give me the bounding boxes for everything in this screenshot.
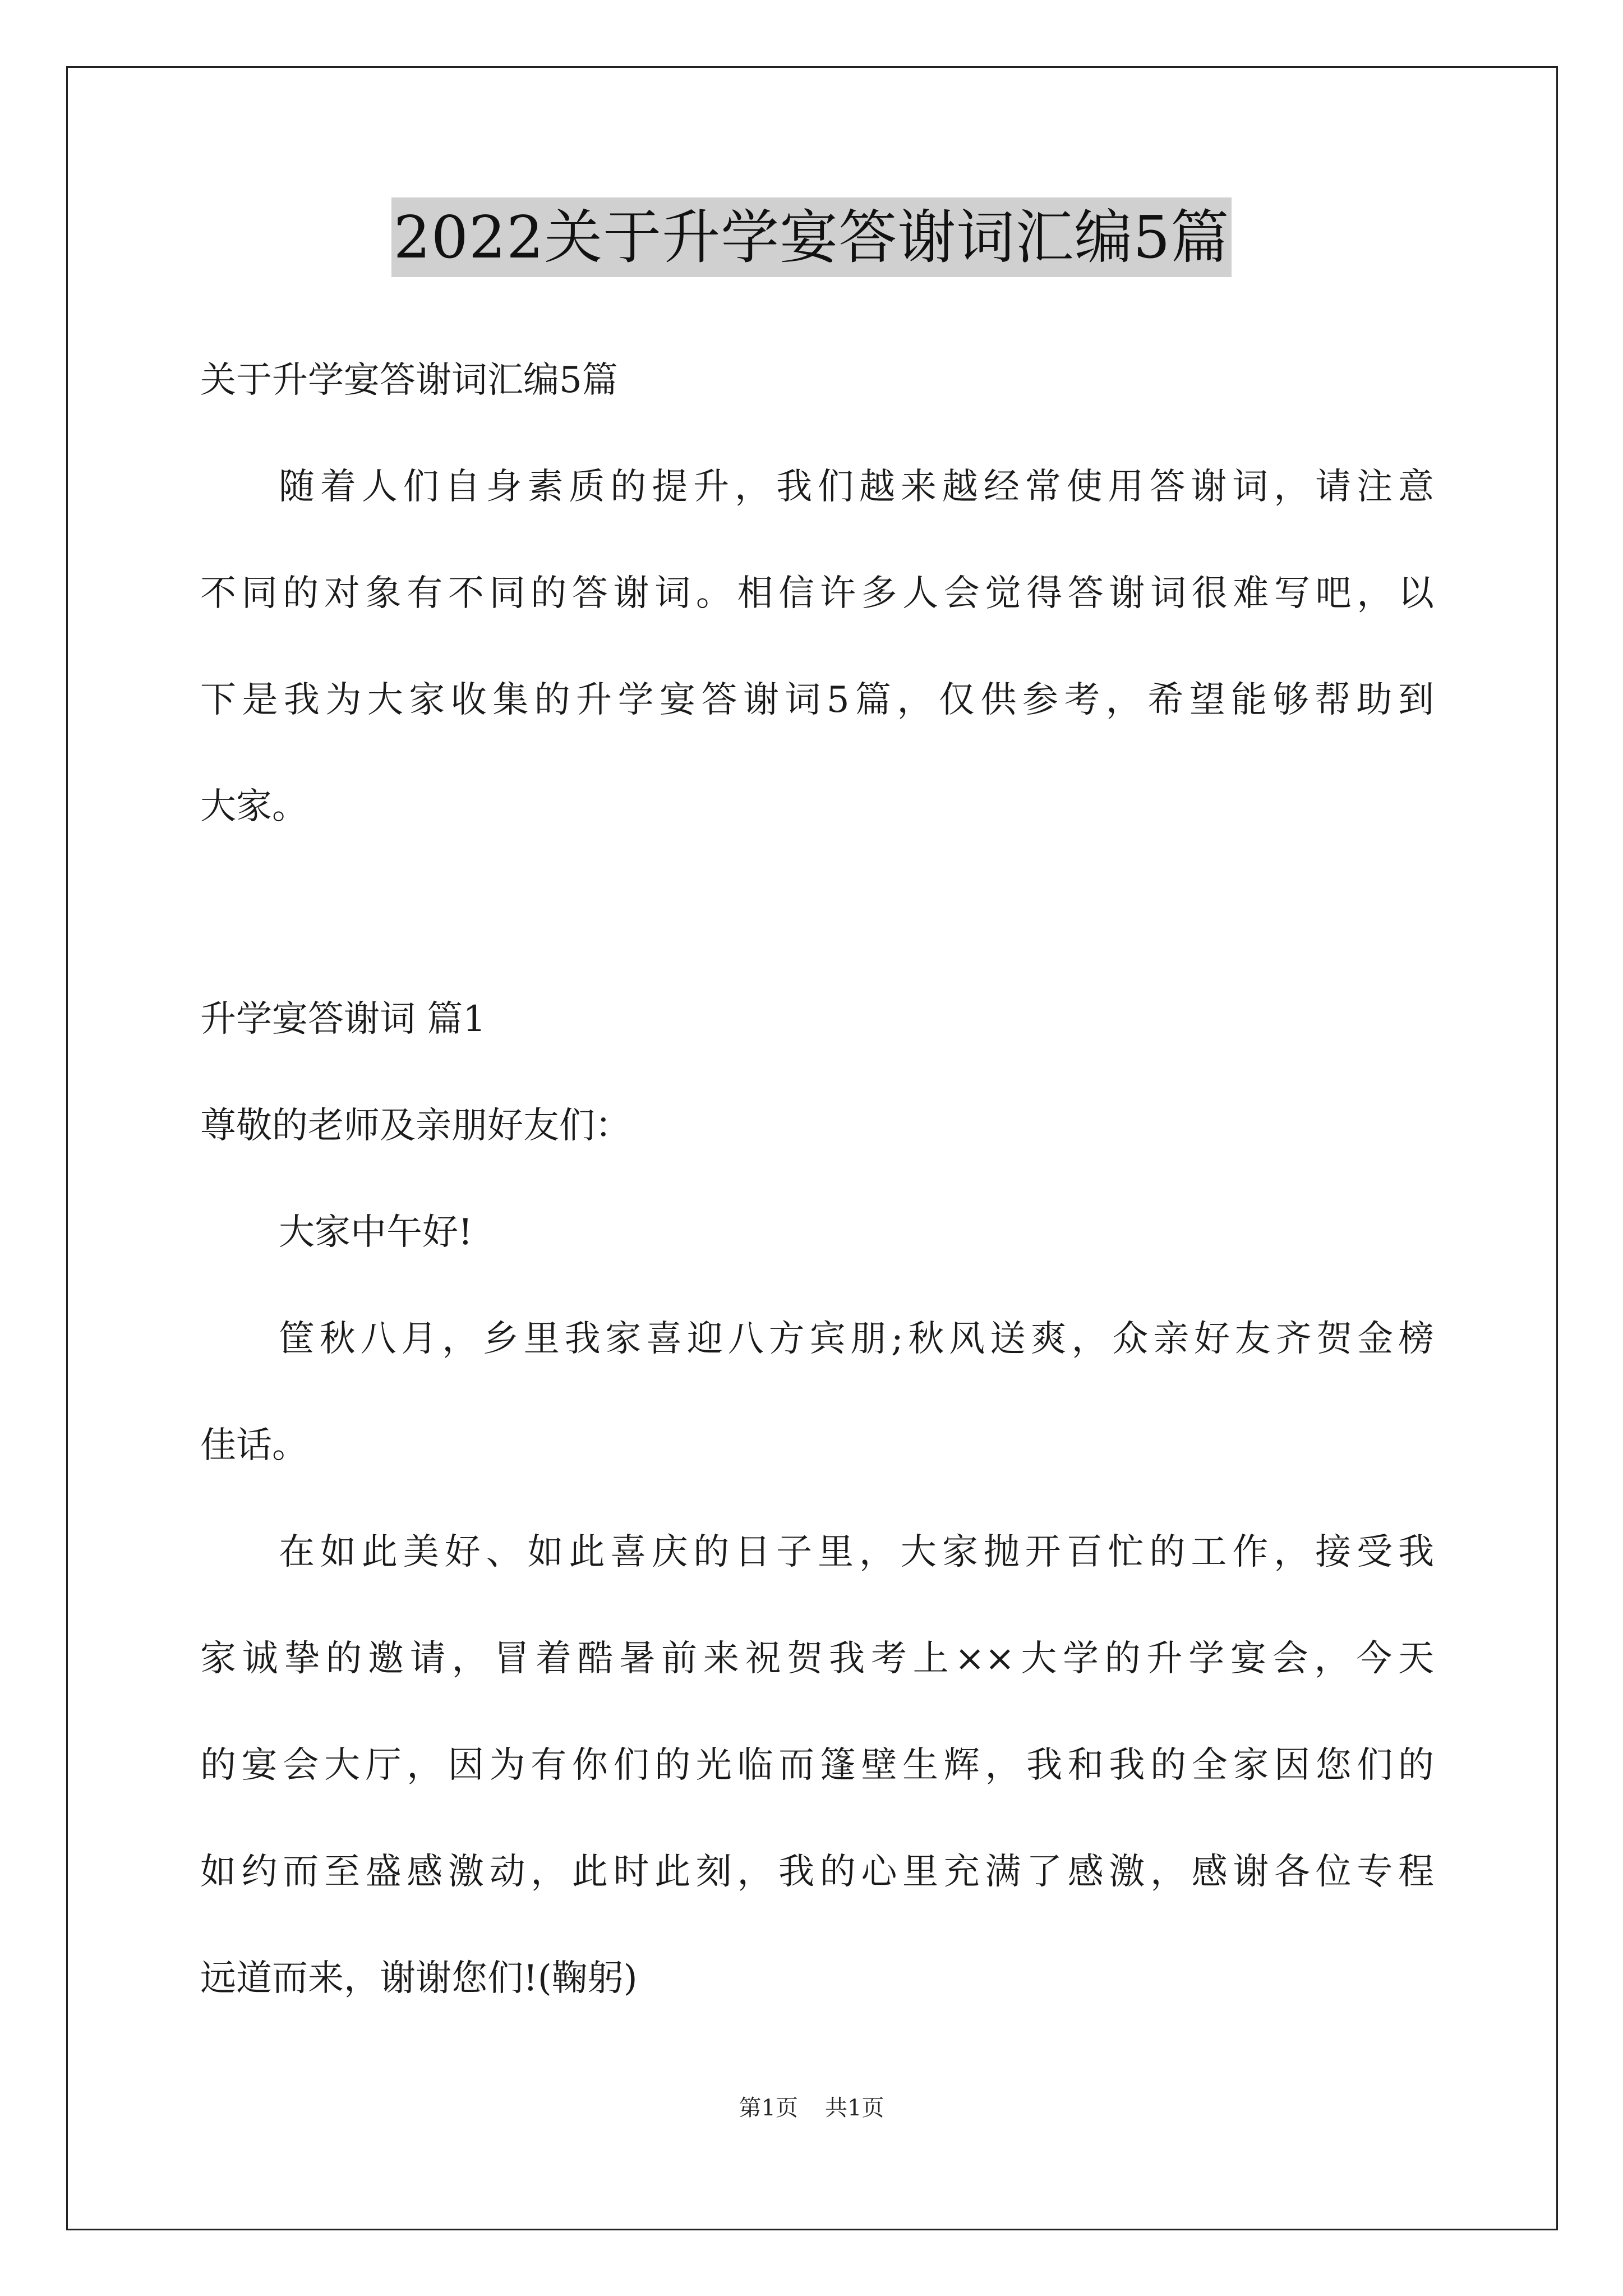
paragraph-line: 大家。: [200, 786, 308, 827]
paragraph-line: 下是我为大家收集的升学宴答谢词5篇，仅供参考，希望能够帮助到: [200, 679, 1434, 721]
greeting-line: 大家中午好!: [279, 1212, 473, 1253]
document-title: 2022关于升学宴答谢词汇编5篇: [391, 197, 1232, 277]
title-container: [0, 197, 1623, 277]
page-total: 共1页: [825, 2095, 884, 2121]
paragraph-line: 佳话。: [200, 1425, 308, 1466]
paragraph-line: 在如此美好、如此喜庆的日子里，大家抛开百忙的工作，接受我: [279, 1531, 1434, 1573]
paragraph-line: 家诚挚的邀请，冒着酷暑前来祝贺我考上××大学的升学宴会，今天: [200, 1638, 1434, 1680]
paragraph-line: 筐秋八月，乡里我家喜迎八方宾朋;秋风送爽，众亲好友齐贺金榜: [279, 1318, 1434, 1360]
salutation-line: 尊敬的老师及亲朋好友们：: [200, 1105, 631, 1147]
paragraph-line: 远道而来，谢谢您们!(鞠躬): [200, 1958, 638, 1999]
paragraph-line: 如约而至盛感激动，此时此刻，我的心里充满了感激，感谢各位专程: [200, 1851, 1434, 1893]
page-number: 第1页: [739, 2095, 798, 2121]
page-footer: [0, 2094, 1623, 2122]
subtitle-line: 关于升学宴答谢词汇编5篇: [200, 360, 618, 401]
paragraph-line: 不同的对象有不同的答谢词。相信许多人会觉得答谢词很难写吧，以: [200, 573, 1434, 614]
paragraph-line: 随着人们自身素质的提升，我们越来越经常使用答谢词，请注意: [279, 466, 1434, 508]
section-heading: 升学宴答谢词 篇1: [200, 999, 486, 1040]
paragraph-line: 的宴会大厅，因为有你们的光临而篷壁生辉，我和我的全家因您们的: [200, 1745, 1434, 1786]
